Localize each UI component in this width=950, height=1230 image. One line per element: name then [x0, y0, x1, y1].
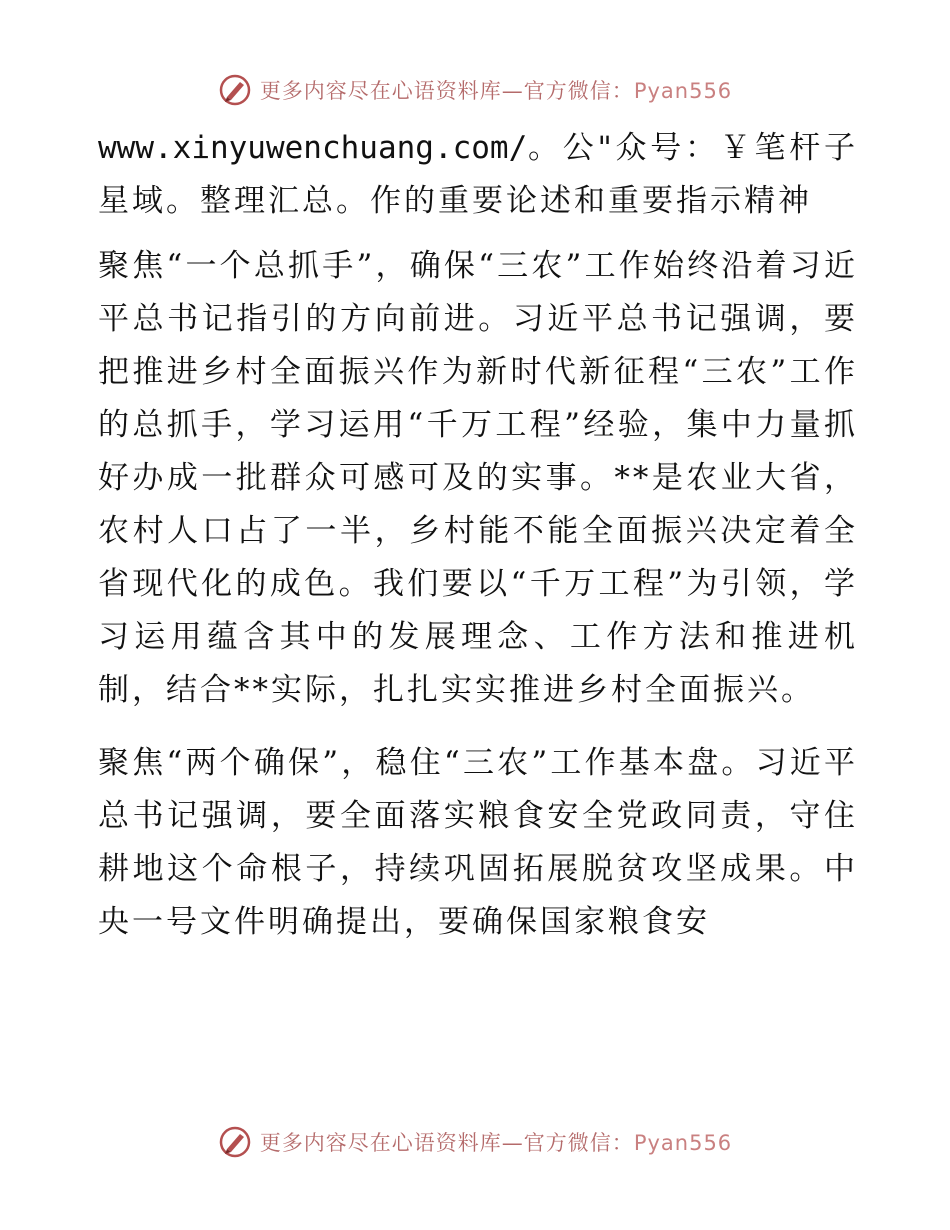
watermark-label: 更多内容尽在心语资料库—官方微信：	[259, 1131, 634, 1155]
document-body	[98, 122, 858, 949]
paragraph-1-text: 。公"众号：￥笔杆子星域。整理汇总。作的重要论述和重要指示精神	[98, 130, 858, 219]
website-url: www.xinyuwenchuang.com/	[98, 130, 528, 166]
watermark-text	[260, 75, 732, 105]
wechat-id: Pyan556	[633, 79, 733, 103]
watermark-text	[260, 1127, 732, 1157]
paragraph-3: 聚焦“两个确保”，稳住“三农”工作基本盘。习近平总书记强调，要全面落实粮食安全党政同责，守住耕地这个命根子，持续巩固拓展脱贫攻坚成果。中央一号文件明确提出，要确保国家粮食安	[98, 745, 858, 940]
paragraph-2: 聚焦“一个总抓手”，确保“三农”工作始终沿着习近平总书记指引的方向前进。习近平总书记强调，要把推进乡村全面振兴作为新时代新征程“三农”工作的总抓手，学习运用“千万工程”经验，集中力量抓好办成一批群众可感可及的实事。**是农业大省，农村人口占了一半，乡村能不能全面振兴决定着全省现代化的成色。我们要以“千万工程”为引领，学习运用蕴含其中的发展理念、工作方法和推进机制，结合**实际，扎扎实实推进乡村全面振兴。	[98, 248, 858, 708]
pen-logo-icon	[218, 1125, 252, 1159]
paragraph-1	[98, 122, 858, 228]
footer-watermark-banner	[0, 1122, 950, 1162]
watermark-label: 更多内容尽在心语资料库—官方微信：	[259, 79, 634, 103]
header-watermark-banner	[0, 70, 950, 110]
wechat-id: Pyan556	[633, 1131, 733, 1155]
pen-logo-icon	[218, 73, 252, 107]
